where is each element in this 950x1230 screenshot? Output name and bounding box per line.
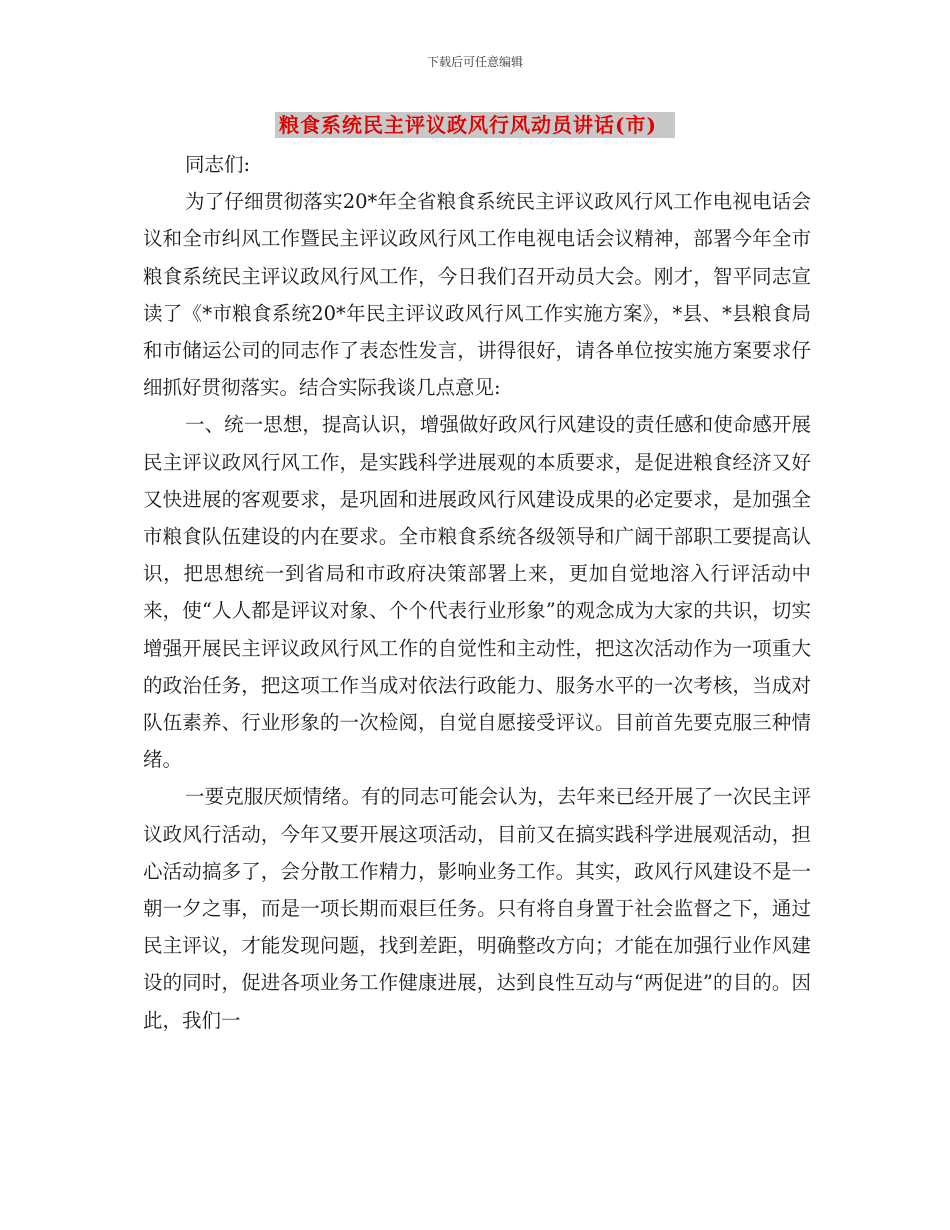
paragraph: 一要克服厌烦情绪。有的同志可能会认为，去年来已经开展了一次民主评议政风行活动，今年又要开展这项活动，目前又在搞实践科学进展观活动，担心活动搞多了，会分散工作精力，影响业务工作。其实，政风行风建设不是一朝一夕之事，而是一项长期而艰巨任务。只有将自身置于社会监督之下，通过民主评议，才能发现问题，找到差距，明确整改方向；才能在加强行业作风建设的同时，促进各项业务工作健康进展，达到良性互动与“两促进”的目的。因此，我们一 xyxy=(143,785,811,1032)
paragraph: 为了仔细贯彻落实20*年全省粮食系统民主评议政风行风工作电视电话会议和全市纠风工作暨民主评议政风行风工作电视电话会议精神，部署今年全市粮食系统民主评议政风行风工作，今日我们召开动员大会。刚才，智平同志宣读了《*市粮食系统20*年民主评议政风行风工作实施方案》，*县、*县粮食局和市储运公司的同志作了表态性发言，讲得很好，请各单位按实施方案要求仔细抓好贯彻落实。结合实际我谈几点意见: xyxy=(143,190,811,400)
page-header-note: 下载后可任意编辑 xyxy=(426,55,523,69)
title-container xyxy=(0,112,950,138)
document-title: 粮食系统民主评议政风行风动员讲话(市) xyxy=(275,112,675,138)
document-body xyxy=(143,146,811,1039)
salutation: 同志们: xyxy=(185,153,251,176)
paragraph: 一、统一思想，提高认识，增强做好政风行风建设的责任感和使命感开展民主评议政风行风工作，是实践科学进展观的本质要求，是促进粮食经济又好又快进展的客观要求，是巩固和进展政风行风建设成果的必定要求，是加强全市粮食队伍建设的内在要求。全市粮食系统各级领导和广阔干部职工要提高认识，把思想统一到省局和市政府决策部署上来，更加自觉地溶入行评活动中来，使“人人都是评议对象、个个代表行业形象”的观念成为大家的共识，切实增强开展民主评议政风行风工作的自觉性和主动性，把这次活动作为一项重大的政治任务，把这项工作当成对依法行政能力、服务水平的一次考核，当成对队伍素养、行业形象的一次检阅，自觉自愿接受评议。目前首先要克服三种情绪。 xyxy=(143,413,811,772)
